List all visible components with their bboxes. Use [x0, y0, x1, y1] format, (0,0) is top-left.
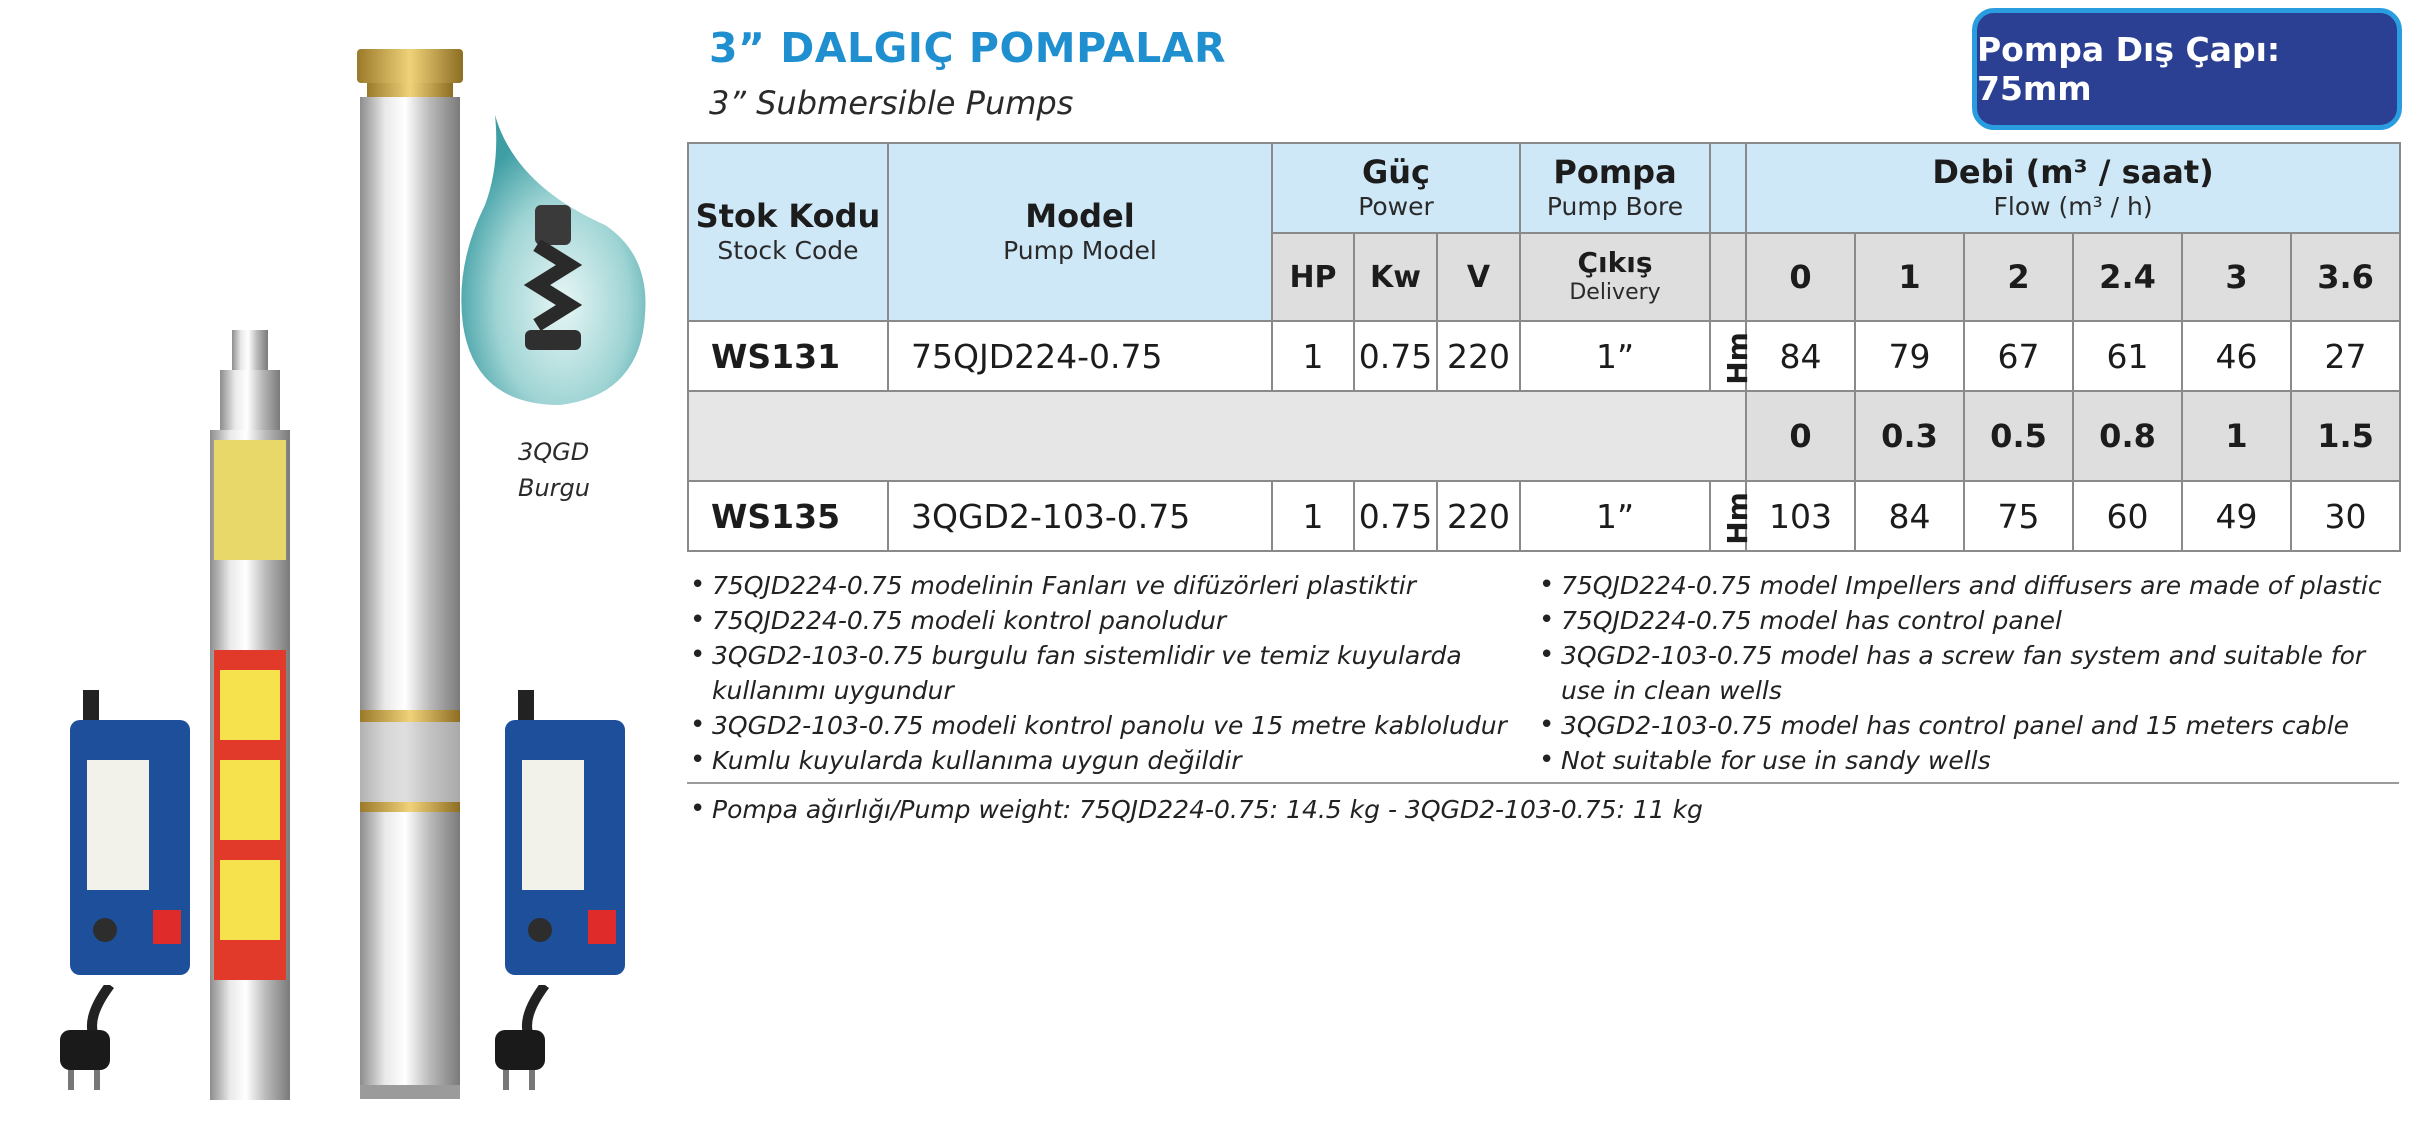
notes-english [1537, 568, 2407, 778]
header-flow-tr: Debi (m³ / saat) [1932, 153, 2214, 191]
header-delivery [1520, 233, 1710, 321]
hp-cell: 1 [1272, 481, 1354, 551]
note-item: • 75QJD224-0.75 modelinin Fanları ve difüzörleri plastiktir [688, 568, 1508, 603]
header-flow-en: Flow (m³ / h) [1993, 192, 2153, 221]
flow-point: 3 [2182, 233, 2291, 321]
head-value-cell: 67 [1964, 321, 2073, 391]
header-flow [1746, 143, 2400, 233]
flow-point: 2.4 [2073, 233, 2182, 321]
header-volt: V [1437, 233, 1520, 321]
head-value-cell: 46 [2182, 321, 2291, 391]
pump-weight-note: • Pompa ağırlığı/Pump weight: 75QJD224-0.75: 14.5 kg - 3QGD2-103-0.75: 11 kg [688, 792, 1703, 827]
flow-point: 0.8 [2073, 391, 2182, 481]
flow-point: 0 [1746, 233, 1855, 321]
header-model [888, 143, 1272, 321]
model-cell: 3QGD2-103-0.75 [888, 481, 1272, 551]
head-value-cell: 30 [2291, 481, 2400, 551]
note-item: • 75QJD224-0.75 model Impellers and diffusers are made of plastic [1537, 568, 2407, 603]
flow-point: 1 [2182, 391, 2291, 481]
header-power-tr: Güç [1362, 153, 1431, 191]
stock-code-cell: WS131 [688, 321, 888, 391]
power-plug-icon [40, 985, 150, 1095]
note-item: • 75QJD224-0.75 modeli kontrol panoludur [688, 603, 1508, 638]
control-panel-image [500, 690, 630, 980]
model-cell: 75QJD224-0.75 [888, 321, 1272, 391]
flow-point: 1.5 [2291, 391, 2400, 481]
head-value-cell: 84 [1855, 481, 1964, 551]
head-unit-label: Hm [1720, 491, 1754, 545]
stock-code-cell: WS135 [688, 481, 888, 551]
note-item: • 3QGD2-103-0.75 model has control panel and 15 meters cable [1537, 708, 2407, 743]
note-item: • 3QGD2-103-0.75 burgulu fan sistemlidir ve temiz kuyularda kullanımı uygundur [688, 638, 1508, 708]
page-subtitle: 3” Submersible Pumps [709, 84, 1074, 122]
head-value-cell: 49 [2182, 481, 2291, 551]
header-pump-bore-tr: Pompa [1553, 153, 1677, 191]
screw-pump-image [200, 330, 300, 1105]
notes-turkish [688, 568, 1508, 778]
flow-point: 0.5 [1964, 391, 2073, 481]
header-hp: HP [1272, 233, 1354, 321]
auger-water-drop-image [455, 115, 650, 410]
auger-caption [518, 434, 590, 506]
pump-diameter-badge: Pompa Dış Çapı: 75mm [1972, 8, 2402, 130]
product-illustration [0, 0, 680, 1134]
header-stock-code-tr: Stok Kodu [695, 197, 881, 235]
flow-point: 0.3 [1855, 391, 1964, 481]
header-stock-code [688, 143, 888, 321]
control-panel-image [65, 690, 195, 980]
head-value-cell: 75 [1964, 481, 2073, 551]
header-pump-bore [1520, 143, 1710, 233]
power-plug-icon [475, 985, 585, 1095]
flow-point: 2 [1964, 233, 2073, 321]
head-value-cell: 84 [1746, 321, 1855, 391]
flow-point: 3.6 [2291, 233, 2400, 321]
flow-points-row [688, 391, 2400, 481]
flow-points-row-spacer [688, 391, 1746, 481]
header-pump-bore-en: Pump Bore [1546, 192, 1684, 221]
note-item: • 75QJD224-0.75 model has control panel [1537, 603, 2407, 638]
delivery-cell: 1” [1520, 481, 1710, 551]
kw-cell: 0.75 [1354, 321, 1437, 391]
head-value-cell: 103 [1746, 481, 1855, 551]
header-stock-code-en: Stock Code [717, 236, 859, 265]
auger-caption-line1: 3QGD [518, 438, 590, 466]
flow-point: 1 [1855, 233, 1964, 321]
header-model-en: Pump Model [1003, 236, 1157, 265]
head-value-cell: 61 [2073, 321, 2182, 391]
note-item: • Kumlu kuyularda kullanıma uygun değildir [688, 743, 1508, 778]
delivery-cell: 1” [1520, 321, 1710, 391]
page-title: 3” DALGIÇ POMPALAR [709, 24, 1227, 72]
kw-cell: 0.75 [1354, 481, 1437, 551]
head-unit-label: Hm [1720, 331, 1754, 385]
note-item: • 3QGD2-103-0.75 modeli kontrol panolu ve 15 metre kabloludur [688, 708, 1508, 743]
header-unit-spacer [1710, 233, 1746, 321]
auger-caption-line2: Burgu [518, 474, 590, 502]
header-power-en: Power [1358, 192, 1434, 221]
submersible-pump-tall-image [355, 45, 465, 1105]
header-delivery-en: Delivery [1569, 280, 1661, 305]
header-delivery-tr: Çıkış [1577, 246, 1653, 279]
table-row [688, 481, 2400, 551]
head-unit-cell [1710, 481, 1754, 551]
header-kw: Kw [1354, 233, 1437, 321]
head-unit-cell [1710, 321, 1754, 391]
flow-point: 0 [1746, 391, 1855, 481]
volt-cell: 220 [1437, 321, 1520, 391]
notes-divider [687, 782, 2399, 784]
pump-spec-table [687, 142, 2401, 552]
header-unit-spacer [1710, 143, 1746, 233]
note-item: • 3QGD2-103-0.75 model has a screw fan system and suitable for use in clean wells [1537, 638, 2407, 708]
head-value-cell: 79 [1855, 321, 1964, 391]
note-item: • Not suitable for use in sandy wells [1537, 743, 2407, 778]
volt-cell: 220 [1437, 481, 1520, 551]
table-row [688, 321, 2400, 391]
header-model-tr: Model [1025, 197, 1135, 235]
hp-cell: 1 [1272, 321, 1354, 391]
header-power [1272, 143, 1520, 233]
head-value-cell: 60 [2073, 481, 2182, 551]
head-value-cell: 27 [2291, 321, 2400, 391]
